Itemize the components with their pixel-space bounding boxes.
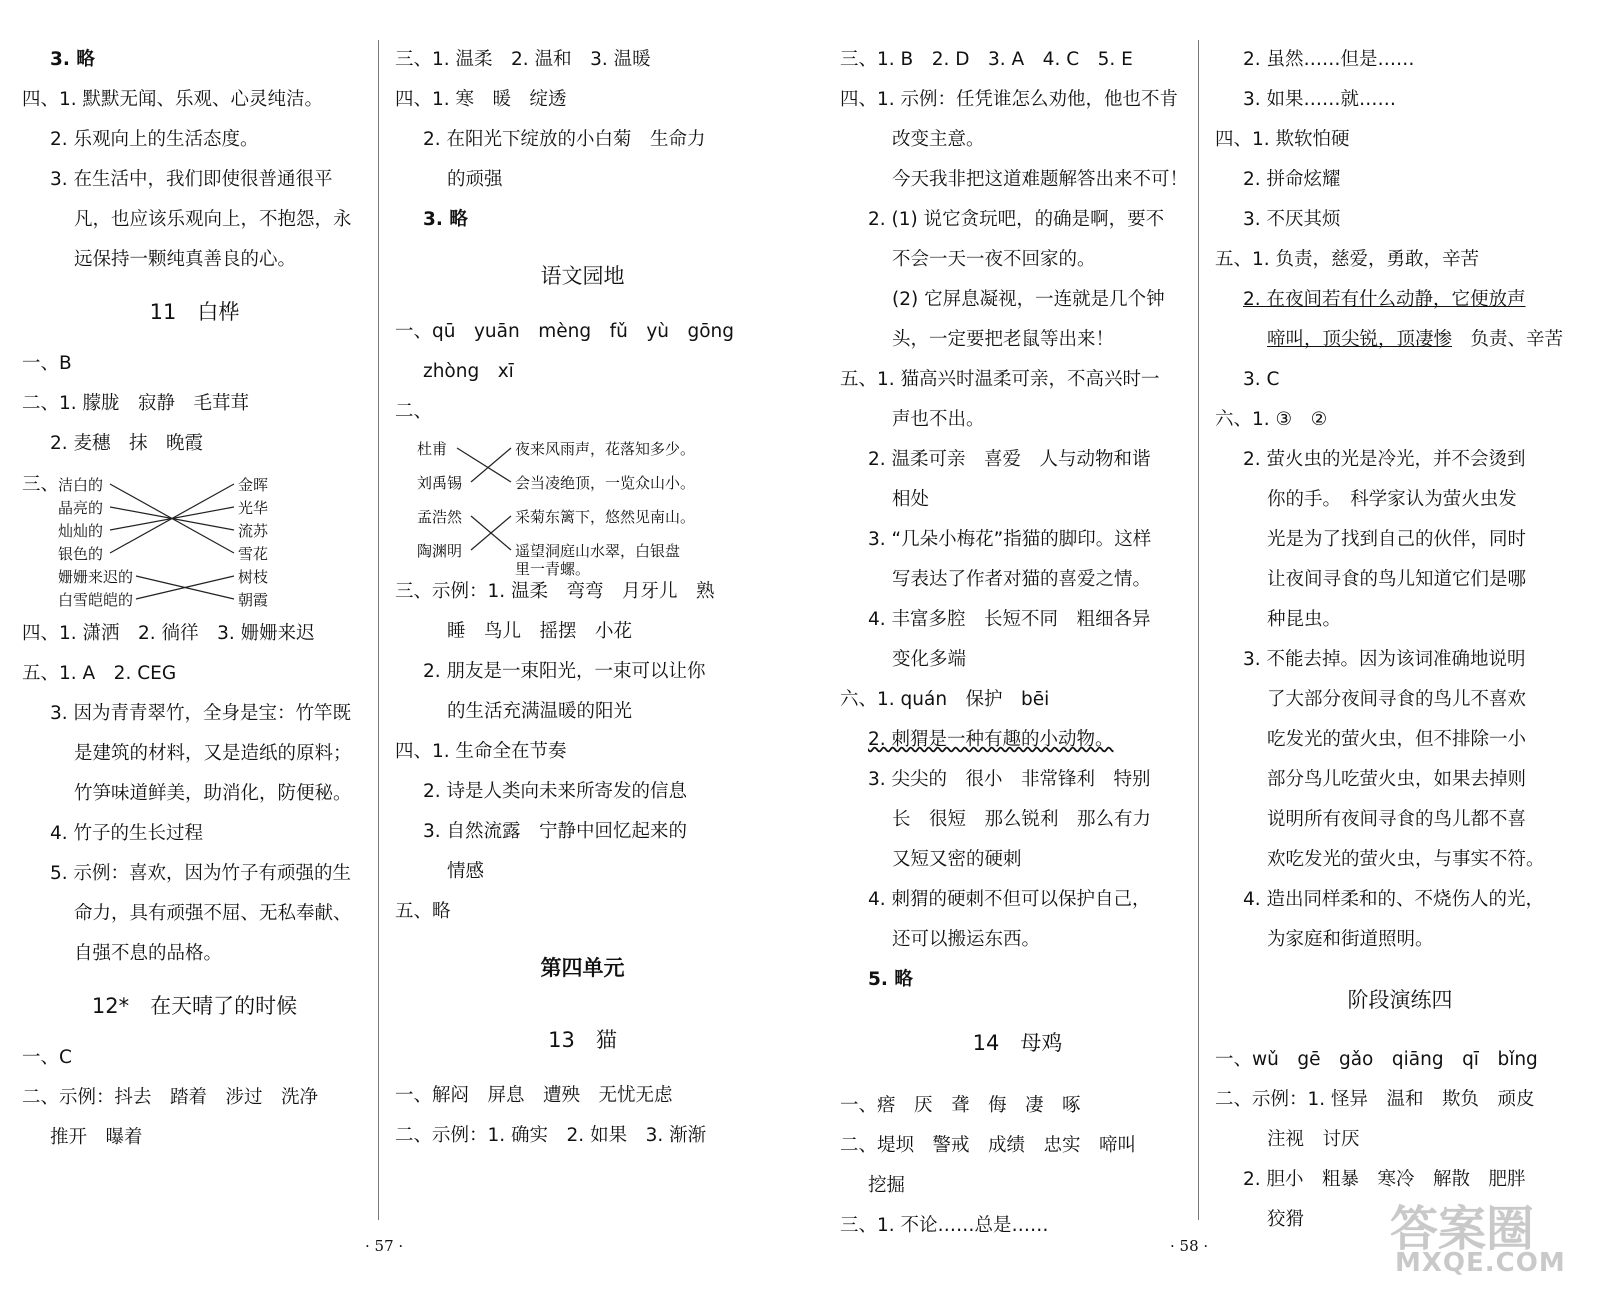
answer-line: 5. 示例：喜欢，因为竹子有顽强的生 <box>50 863 352 884</box>
answer-line: 了大部分夜间寻食的鸟儿不喜欢 <box>1267 689 1527 710</box>
answer-line: 四、1. 默默无闻、乐观、心灵纯洁。 <box>22 89 324 110</box>
answer-line: 2. 温柔可亲 喜爱 人与动物和谐 <box>868 449 1151 470</box>
match-right-item: 采菊东篱下，悠然见南山。 <box>515 508 696 526</box>
match-right-item: 树枝 <box>238 568 269 586</box>
answer-line: 3. 不能去掉。因为该词准确地说明 <box>1243 649 1526 670</box>
answer-line: 一、qū yuān mèng fǔ yù gōng <box>395 321 735 342</box>
watermark-url: MXQE.COM <box>1395 1248 1566 1278</box>
answer-line: 二、堤坝 警戒 成绩 忠实 啼叫 <box>840 1135 1137 1156</box>
match-right-item: 里一青螺。 <box>515 560 591 578</box>
match-right-item: 流苏 <box>238 522 269 540</box>
answer-line: 头，一定要把老鼠等出来！ <box>892 329 1115 350</box>
match-right-item: 金晖 <box>238 476 269 494</box>
answer-line: 3. 如果……就…… <box>1243 89 1397 110</box>
answer-line: 四、1. 欺软怕硬 <box>1215 129 1350 150</box>
section-title: 阶段演练四 <box>1347 988 1453 1012</box>
answer-line: 种昆虫。 <box>1267 609 1342 630</box>
answer-line: 竹笋味道鲜美，助消化，防便秘。 <box>74 783 352 804</box>
answer-line: 的生活充满温暖的阳光 <box>447 701 633 722</box>
column-divider <box>1198 40 1199 1220</box>
answer-line: 今天我非把这道难题解答出来不可！ <box>892 169 1189 190</box>
answer-line: 3. 不厌其烦 <box>1243 209 1341 230</box>
column-divider <box>378 40 379 1220</box>
match-left-item: 刘禹锡 <box>417 474 463 492</box>
answer-line: 一、解闷 屏息 遭殃 无忧无虑 <box>395 1085 673 1106</box>
answer-line: 还可以搬运东西。 <box>892 929 1041 950</box>
answer-line: 3. 略 <box>50 49 95 70</box>
answer-line: 注视 讨厌 <box>1267 1129 1360 1150</box>
answer-line: 凡，也应该乐观向上，不抱怨，永 <box>74 209 352 230</box>
match-line <box>471 448 511 482</box>
answer-line: 四、1. 生命全在节奏 <box>395 741 567 762</box>
answer-line: 六、1. ③ ② <box>1215 409 1328 430</box>
answer-line: 欢吃发光的萤火虫，与事实不符。 <box>1267 849 1545 870</box>
answer-line: 命力，具有顽强不屈、无私奉献、 <box>74 903 352 924</box>
answer-line: 一、瘩 厌 聋 侮 凄 啄 <box>840 1095 1081 1116</box>
answer-line: 为家庭和街道照明。 <box>1267 929 1434 950</box>
answer-line: 自强不息的品格。 <box>74 943 223 964</box>
answer-line: 2. 在阳光下绽放的小白菊 生命力 <box>423 129 706 150</box>
poet-matching <box>395 432 770 578</box>
answer-line: 睡 鸟儿 摇摆 小花 <box>447 621 633 642</box>
answer-line: 2. 在夜间若有什么动静，它便放声 <box>1243 289 1526 310</box>
answer-line: 一、wǔ gē gǎo qiāng qī bǐng <box>1215 1049 1538 1070</box>
page-number-right: · 58 · <box>1170 1237 1209 1255</box>
answer-line: 说明所有夜间寻食的鸟儿都不喜 <box>1267 809 1527 830</box>
column-2 <box>395 40 770 1156</box>
answer-line: 三、1. 温柔 2. 温和 3. 温暖 <box>395 49 651 70</box>
match-right-item: 朝霞 <box>238 591 269 609</box>
answer-line: 不会一天一夜不回家的。 <box>892 249 1096 270</box>
underlined-text: 啼叫，顶尖锐，顶凄惨 <box>1267 329 1453 350</box>
answer-line <box>1215 320 1585 360</box>
answer-line: 2. 萤火虫的光是冷光，并不会烫到 <box>1243 449 1526 470</box>
answer-line: 狡猾 <box>1267 1209 1305 1230</box>
answer-line: 2. 拼命炫耀 <box>1243 169 1341 190</box>
answer-line: 吃发光的萤火虫，但不排除一小 <box>1267 729 1527 750</box>
answer-line: (2) 它屏息凝视，一连就是几个钟 <box>892 289 1165 310</box>
answer-line: 3. 自然流露 宁静中回忆起来的 <box>423 821 688 842</box>
answer-line: 是建筑的材料，又是造纸的原料； <box>74 743 352 764</box>
match-right-item: 夜来风雨声，花落知多少。 <box>515 440 696 458</box>
answer-line: 让夜间寻食的鸟儿知道它们是哪 <box>1267 569 1527 590</box>
match-right-item: 遥望洞庭山水翠，白银盘 <box>515 542 681 560</box>
answer-line: 远保持一颗纯真善良的心。 <box>74 249 297 270</box>
column-3 <box>840 40 1195 1246</box>
answer-line: 五、略 <box>395 901 451 922</box>
lesson-title: 12* 在天晴了的时候 <box>91 994 298 1018</box>
answer-line: 二、示例：1. 确实 2. 如果 3. 渐渐 <box>395 1125 707 1146</box>
answer-line: 五、1. 猫高兴时温柔可亲，不高兴时一 <box>840 369 1160 390</box>
answer-line: 2. 朋友是一束阳光，一束可以让你 <box>423 661 706 682</box>
match-right-item: 会当凌绝顶，一览众山小。 <box>515 474 696 492</box>
match-lines <box>395 432 525 572</box>
answer-line: 二、1. 朦胧 寂静 毛茸茸 <box>22 393 250 414</box>
section-title: 语文园地 <box>540 264 625 288</box>
answer-line: 二、 <box>395 401 433 422</box>
question-label: 三、 <box>22 474 60 495</box>
answer-line: 四、1. 寒 暖 绽透 <box>395 89 567 110</box>
answer-line: 二、示例：1. 怪异 温和 欺负 顽皮 <box>1215 1089 1535 1110</box>
match-left-item: 灿灿的 <box>58 522 104 540</box>
answer-line: 5. 略 <box>868 969 913 990</box>
answer-line: 一、C <box>22 1047 72 1068</box>
answer-line: 相处 <box>892 489 930 510</box>
answer-text: 负责、辛苦 <box>1452 329 1564 350</box>
answer-line: 长 很短 那么锐利 那么有力 <box>892 809 1152 830</box>
answer-line: 推开 曝着 <box>50 1127 143 1148</box>
answer-line: 2. 虽然……但是…… <box>1243 49 1415 70</box>
match-left-item: 孟浩然 <box>417 508 463 526</box>
answer-line: zhòng xī <box>423 361 514 382</box>
answer-line: 二、示例：抖去 踏着 涉过 洗净 <box>22 1087 319 1108</box>
answer-line: 4. 丰富多腔 长短不同 粗细各异 <box>868 609 1151 630</box>
answer-line: 三、1. 不论……总是…… <box>840 1215 1049 1236</box>
answer-line: 四、1. 示例：任凭谁怎么劝他，他也不肯 <box>840 89 1179 110</box>
match-left-item: 白雪皑皑的 <box>58 591 134 609</box>
answer-line: 2. (1) 说它贪玩吧，的确是啊，要不 <box>868 209 1165 230</box>
answer-line: 2. 胆小 粗暴 寒冷 解散 肥胖 <box>1243 1169 1526 1190</box>
answer-line: 三、示例：1. 温柔 弯弯 月牙儿 熟 <box>395 581 715 602</box>
answer-line: 2. 刺猬是一种有趣的小动物。 <box>868 729 1114 750</box>
answer-line: 光是为了找到自己的伙伴，同时 <box>1267 529 1527 550</box>
answer-line: 的顽强 <box>447 169 503 190</box>
match-left-item: 洁白的 <box>58 476 104 494</box>
answer-line: 2. 乐观向上的生活态度。 <box>50 129 259 150</box>
page-number-left: · 57 · <box>365 1237 404 1255</box>
answer-line: 挖掘 <box>868 1175 906 1196</box>
answer-line: 一、B <box>22 353 72 374</box>
answer-line: 变化多端 <box>892 649 967 670</box>
match-left-item: 姗姗来迟的 <box>58 568 134 586</box>
answer-line: 3. 在生活中，我们即使很普通很平 <box>50 169 333 190</box>
watermark-logo: 答案圈 <box>1390 1201 1535 1257</box>
match-right-item: 雪花 <box>238 545 269 563</box>
unit-title: 第四单元 <box>540 955 625 980</box>
match-left-item: 陶渊明 <box>417 542 463 560</box>
answer-line: 部分鸟儿吃萤火虫，如果去掉则 <box>1267 769 1527 790</box>
lesson-title: 13 猫 <box>548 1028 617 1052</box>
match-left-item: 银色的 <box>58 545 104 563</box>
answer-line: 3. “几朵小梅花”指猫的脚印。这样 <box>868 529 1152 550</box>
match-right-item: 光华 <box>238 499 269 517</box>
match-left-item: 杜甫 <box>417 440 448 458</box>
match-line <box>457 448 511 482</box>
answer-line: 声也不出。 <box>892 409 985 430</box>
answer-line: 4. 竹子的生长过程 <box>50 823 204 844</box>
match-left-item: 晶亮的 <box>58 499 104 517</box>
lesson-title: 11 白桦 <box>149 300 240 324</box>
column-4 <box>1215 40 1585 1240</box>
answer-line: 3. 略 <box>423 209 468 230</box>
answer-line: 改变主意。 <box>892 129 985 150</box>
answer-line: 四、1. 潇洒 2. 徜徉 3. 姗姗来迟 <box>22 623 315 644</box>
answer-line: 又短又密的硬刺 <box>892 849 1022 870</box>
answer-line: 写表达了作者对猫的喜爱之情。 <box>892 569 1152 590</box>
lesson-title: 14 母鸡 <box>972 1031 1063 1055</box>
column-1 <box>22 40 367 1158</box>
matching-exercise <box>22 464 367 614</box>
answer-line: 3. C <box>1243 369 1280 390</box>
answer-line: 五、1. A 2. CEG <box>22 663 177 684</box>
answer-line: 六、1. quán 保护 bēi <box>840 689 1050 710</box>
answer-line: 4. 造出同样柔和的、不烧伤人的光， <box>1243 889 1545 910</box>
answer-line: 五、1. 负责，慈爱，勇敢，辛苦 <box>1215 249 1480 270</box>
match-lines <box>22 464 262 614</box>
answer-line: 三、1. B 2. D 3. A 4. C 5. E <box>840 49 1133 70</box>
answer-line: 3. 尖尖的 很小 非常锋利 特别 <box>868 769 1151 790</box>
answer-line: 你的手。 科学家认为萤火虫发 <box>1267 489 1517 510</box>
answer-line: 4. 刺猬的硬刺不但可以保护自己， <box>868 889 1151 910</box>
answer-line: 情感 <box>447 861 485 882</box>
answer-line: 2. 诗是人类向未来所寄发的信息 <box>423 781 688 802</box>
answer-line: 2. 麦穗 抹 晚霞 <box>50 433 204 454</box>
answer-line: 3. 因为青青翠竹，全身是宝：竹竿既 <box>50 703 352 724</box>
